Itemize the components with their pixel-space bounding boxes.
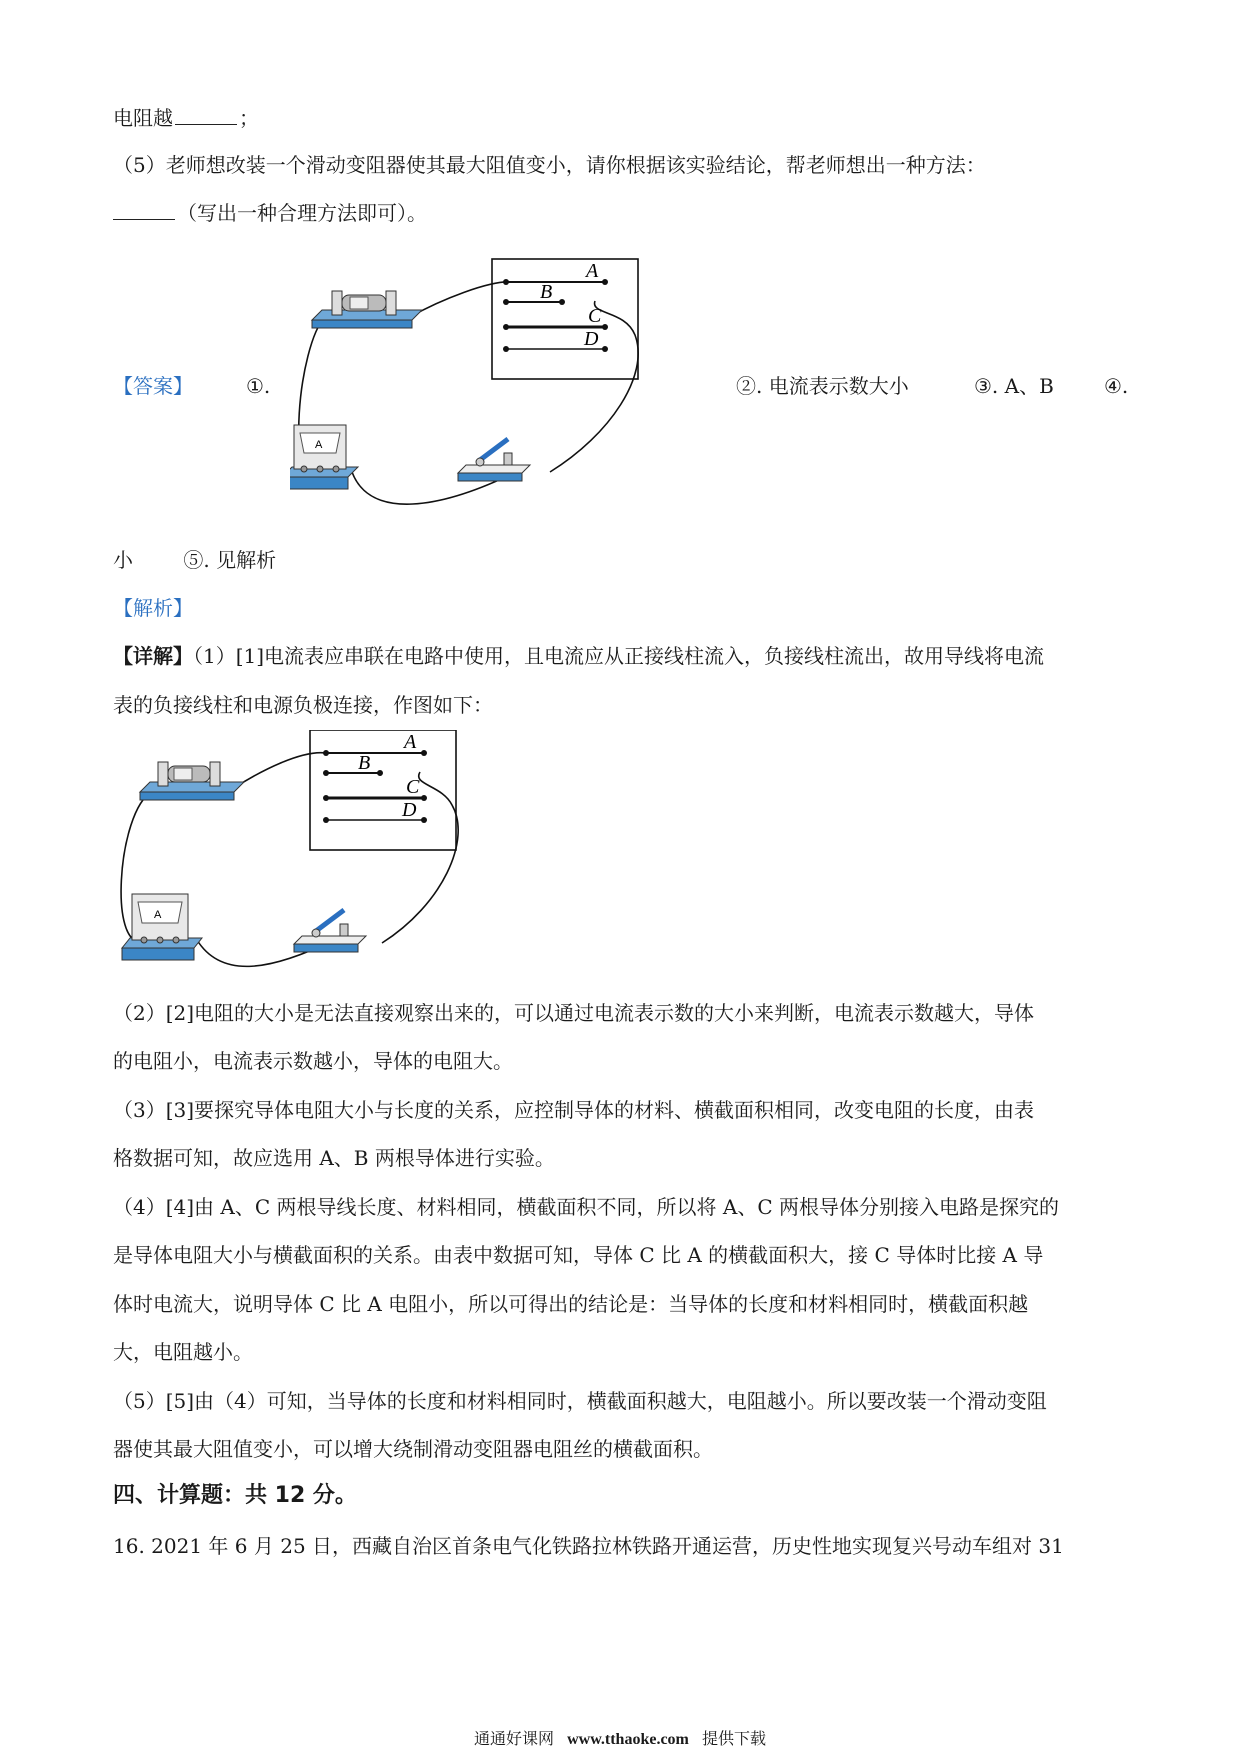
- wire-battery-board: [410, 282, 512, 317]
- answer-blank: [175, 104, 237, 125]
- footer-action: 提供下载: [701, 1729, 766, 1748]
- label-c: C: [406, 776, 420, 798]
- detail-line-1: [113, 642, 1044, 670]
- part5-question: （5）老师想改装一个滑动变阻器使其最大阻值变小，请你根据该实验结论，帮老师想出一种方法：: [113, 153, 986, 177]
- label-a: A: [586, 260, 599, 282]
- detail-line-6: 格数据可知，故应选用 A、B 两根导体进行实验。: [113, 1146, 555, 1170]
- part5-note: （写出一种合理方法即可）。: [177, 201, 427, 225]
- conductor-board: [310, 730, 456, 850]
- analysis-tag: 【解析】: [113, 596, 193, 620]
- circuit-diagram-answer: [290, 255, 680, 515]
- answer-item-1: ①.: [246, 374, 271, 398]
- detail-line-11: （5）[5]由（4）可知，当导体的长度和材料相同时，横截面积越大，电阻越小。所以要改装一个滑动变阻: [113, 1389, 1047, 1413]
- conductor-board: [492, 259, 638, 379]
- detail-tag: 【详解】: [113, 644, 193, 668]
- label-a: A: [404, 731, 417, 753]
- detail-line-8: 是导体电阻大小与横截面积的关系。由表中数据可知，导体 C 比 A 的横截面积大，接 C 导体时比接 A 导: [113, 1243, 1044, 1267]
- detail-text-1: （1）[1]电流表应串联在电路中使用，且电流应从正接线柱流入，负接线柱流出，故用导线将电流: [193, 644, 1045, 668]
- section-heading: 四、计算题：共 12 分。: [113, 1483, 357, 1508]
- detail-line-2: 表的负接线柱和电源负极连接，作图如下：: [113, 693, 493, 717]
- answer-continuation: [113, 546, 276, 574]
- answer-blank: [113, 199, 175, 220]
- circuit-diagram-detail: [112, 730, 492, 990]
- label-b: B: [358, 752, 371, 774]
- label-c: C: [588, 305, 602, 327]
- page-footer: [0, 1726, 1240, 1749]
- detail-line-7: （4）[4]由 A、C 两根导线长度、材料相同，横截面积不同，所以将 A、C 两根导体分别接入电路是探究的: [113, 1195, 1059, 1219]
- detail-line-9: 体时电流大，说明导体 C 比 A 电阻小，所以可得出的结论是：当导体的长度和材料相同时，横截面积越: [113, 1292, 1029, 1316]
- ammeter-icon: [122, 894, 202, 960]
- footer-url[interactable]: www.tthaoke.com: [567, 1731, 689, 1748]
- label-b: B: [540, 281, 553, 303]
- answer-item-5: ⑤. 见解析: [183, 548, 277, 572]
- answer-item-4: ④.: [1104, 374, 1129, 398]
- answer-item-2: ②. 电流表示数大小: [736, 374, 909, 398]
- detail-line-4: 的电阻小，电流表示数越小，导体的电阻大。: [113, 1049, 513, 1073]
- answer-tag: 【答案】: [113, 374, 193, 398]
- answer-item-4-cont: 小: [113, 548, 133, 572]
- switch-icon: [458, 439, 530, 481]
- label-d: D: [402, 799, 417, 821]
- ammeter-label: A: [315, 439, 323, 451]
- label-d: D: [584, 328, 599, 350]
- switch-icon: [294, 910, 366, 952]
- battery-icon: [312, 291, 422, 328]
- answer-item-3: ③. A、B: [974, 374, 1054, 398]
- ammeter-icon: [290, 425, 358, 489]
- detail-line-5: （3）[3]要探究导体电阻大小与长度的关系，应控制导体的材料、横截面积相同，改变电阻的长度，由表: [113, 1098, 1035, 1122]
- part4-tail-suffix: ；: [239, 106, 259, 130]
- part4-tail-prefix: 电阻越: [113, 106, 173, 130]
- battery-icon: [140, 762, 244, 800]
- part4-tail-line: [113, 104, 259, 132]
- detail-line-10: 大，电阻越小。: [113, 1340, 253, 1364]
- detail-line-12: 器使其最大阻值变小，可以增大绕制滑动变阻器电阻丝的横截面积。: [113, 1437, 713, 1461]
- detail-line-3: （2）[2]电阻的大小是无法直接观察出来的，可以通过电流表示数的大小来判断，电流表示数越大，导体: [113, 1001, 1035, 1025]
- part5-note-line: [113, 199, 427, 227]
- footer-site: 通通好课网: [474, 1729, 555, 1748]
- ammeter-label: A: [154, 909, 162, 921]
- wire-battery-board: [234, 753, 326, 788]
- question-16: 16. 2021 年 6 月 25 日，西藏自治区首条电气化铁路拉林铁路开通运营，历史性地实现复兴号动车组对 31: [113, 1534, 1064, 1558]
